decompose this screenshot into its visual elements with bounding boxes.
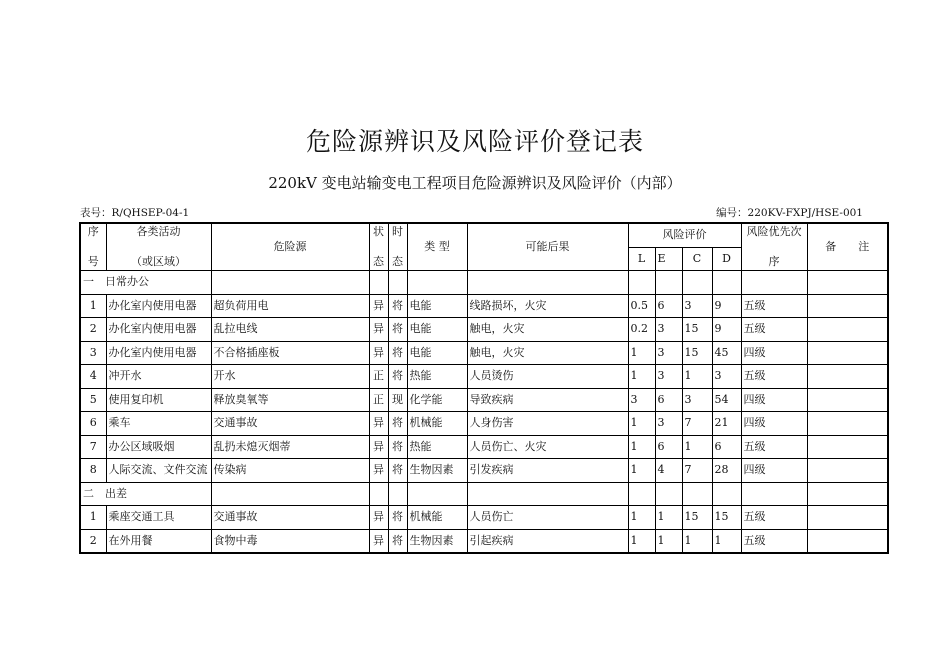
row-consequence: 人员伤亡 bbox=[467, 506, 628, 530]
row-state: 异 bbox=[369, 435, 388, 459]
row-L: 1 bbox=[628, 529, 655, 553]
empty-cell bbox=[628, 271, 655, 295]
row-D: 9 bbox=[712, 318, 741, 342]
row-activity: 冲开水 bbox=[106, 365, 211, 389]
row-C: 7 bbox=[682, 459, 712, 483]
row-tense: 将 bbox=[388, 459, 407, 483]
document-number: 编号：220KV-FXPJ/HSE-001 bbox=[716, 207, 863, 219]
row-D: 28 bbox=[712, 459, 741, 483]
section-row bbox=[80, 271, 888, 295]
row-priority: 四级 bbox=[741, 459, 807, 483]
empty-cell bbox=[388, 271, 407, 295]
row-D: 1 bbox=[712, 529, 741, 553]
header-state: 状 态 bbox=[369, 223, 388, 271]
section-row bbox=[80, 482, 888, 506]
empty-cell bbox=[655, 482, 682, 506]
row-tense: 将 bbox=[388, 341, 407, 365]
row-number: 6 bbox=[80, 412, 106, 436]
row-priority: 五级 bbox=[741, 294, 807, 318]
row-C: 3 bbox=[682, 294, 712, 318]
table-row bbox=[80, 435, 888, 459]
row-D: 15 bbox=[712, 506, 741, 530]
row-consequence: 人身伤害 bbox=[467, 412, 628, 436]
row-E: 3 bbox=[655, 365, 682, 389]
header-E: E bbox=[655, 247, 682, 271]
row-E: 6 bbox=[655, 388, 682, 412]
row-consequence: 触电，火灾 bbox=[467, 318, 628, 342]
row-E: 6 bbox=[655, 435, 682, 459]
row-C: 15 bbox=[682, 506, 712, 530]
row-type: 生物因素 bbox=[407, 459, 467, 483]
row-activity: 办化室内使用电器 bbox=[106, 318, 211, 342]
row-hazard: 交通事故 bbox=[211, 506, 369, 530]
row-activity: 乘车 bbox=[106, 412, 211, 436]
row-hazard: 食物中毒 bbox=[211, 529, 369, 553]
row-state: 正 bbox=[369, 388, 388, 412]
empty-cell bbox=[467, 271, 628, 295]
row-L: 1 bbox=[628, 412, 655, 436]
empty-cell bbox=[211, 271, 369, 295]
row-type: 热能 bbox=[407, 365, 467, 389]
table-row bbox=[80, 365, 888, 389]
header-activity: 各类活动 （或区域） bbox=[106, 223, 211, 271]
row-priority: 五级 bbox=[741, 365, 807, 389]
row-number: 2 bbox=[80, 318, 106, 342]
row-tense: 将 bbox=[388, 412, 407, 436]
row-L: 1 bbox=[628, 506, 655, 530]
page-title: 危险源辨识及风险评价登记表 bbox=[305, 127, 644, 156]
row-number: 5 bbox=[80, 388, 106, 412]
empty-cell bbox=[655, 271, 682, 295]
section-label: 一 日常办公 bbox=[80, 271, 211, 295]
section-label: 二 出差 bbox=[80, 482, 211, 506]
row-L: 1 bbox=[628, 459, 655, 483]
empty-cell bbox=[682, 271, 712, 295]
row-D: 45 bbox=[712, 341, 741, 365]
row-priority: 五级 bbox=[741, 506, 807, 530]
row-hazard: 交通事故 bbox=[211, 412, 369, 436]
row-tense: 现 bbox=[388, 388, 407, 412]
row-tense: 将 bbox=[388, 365, 407, 389]
row-state: 异 bbox=[369, 412, 388, 436]
header-seq: 序 号 bbox=[80, 223, 106, 271]
row-C: 15 bbox=[682, 318, 712, 342]
empty-cell bbox=[807, 271, 888, 295]
row-remark bbox=[807, 412, 888, 436]
empty-cell bbox=[407, 482, 467, 506]
table-row bbox=[80, 294, 888, 318]
table-row bbox=[80, 318, 888, 342]
header-D: D bbox=[712, 247, 741, 271]
empty-cell bbox=[369, 271, 388, 295]
row-remark bbox=[807, 388, 888, 412]
row-remark bbox=[807, 365, 888, 389]
row-state: 异 bbox=[369, 529, 388, 553]
row-remark bbox=[807, 529, 888, 553]
empty-cell bbox=[628, 482, 655, 506]
row-consequence: 人员烫伤 bbox=[467, 365, 628, 389]
row-state: 异 bbox=[369, 341, 388, 365]
row-priority: 五级 bbox=[741, 435, 807, 459]
row-remark bbox=[807, 294, 888, 318]
header-row bbox=[80, 223, 888, 247]
row-consequence: 引起疾病 bbox=[467, 529, 628, 553]
row-D: 9 bbox=[712, 294, 741, 318]
row-L: 1 bbox=[628, 365, 655, 389]
empty-cell bbox=[369, 482, 388, 506]
row-number: 1 bbox=[80, 506, 106, 530]
row-D: 3 bbox=[712, 365, 741, 389]
row-type: 机械能 bbox=[407, 506, 467, 530]
row-activity: 人际交流、文件交流 bbox=[106, 459, 211, 483]
row-number: 3 bbox=[80, 341, 106, 365]
row-hazard: 传染病 bbox=[211, 459, 369, 483]
row-tense: 将 bbox=[388, 506, 407, 530]
row-E: 3 bbox=[655, 412, 682, 436]
row-type: 电能 bbox=[407, 294, 467, 318]
row-state: 异 bbox=[369, 459, 388, 483]
row-E: 1 bbox=[655, 529, 682, 553]
row-state: 异 bbox=[369, 318, 388, 342]
row-L: 3 bbox=[628, 388, 655, 412]
row-C: 1 bbox=[682, 529, 712, 553]
row-type: 生物因素 bbox=[407, 529, 467, 553]
table-row bbox=[80, 459, 888, 483]
row-hazard: 超负荷用电 bbox=[211, 294, 369, 318]
row-priority: 四级 bbox=[741, 341, 807, 365]
risk-register-table bbox=[79, 222, 889, 554]
row-D: 54 bbox=[712, 388, 741, 412]
row-number: 8 bbox=[80, 459, 106, 483]
row-remark bbox=[807, 506, 888, 530]
row-activity: 使用复印机 bbox=[106, 388, 211, 412]
header-C: C bbox=[682, 247, 712, 271]
row-C: 1 bbox=[682, 365, 712, 389]
table-row bbox=[80, 506, 888, 530]
row-hazard: 不合格插座板 bbox=[211, 341, 369, 365]
row-type: 电能 bbox=[407, 318, 467, 342]
row-type: 化学能 bbox=[407, 388, 467, 412]
row-consequence: 触电，火灾 bbox=[467, 341, 628, 365]
row-consequence: 导致疾病 bbox=[467, 388, 628, 412]
header-remark: 备 注 bbox=[807, 223, 888, 271]
table-row bbox=[80, 529, 888, 553]
row-hazard: 开水 bbox=[211, 365, 369, 389]
row-hazard: 释放臭氧等 bbox=[211, 388, 369, 412]
row-remark bbox=[807, 459, 888, 483]
row-number: 4 bbox=[80, 365, 106, 389]
empty-cell bbox=[388, 482, 407, 506]
row-number: 7 bbox=[80, 435, 106, 459]
row-C: 1 bbox=[682, 435, 712, 459]
row-remark bbox=[807, 341, 888, 365]
empty-cell bbox=[741, 482, 807, 506]
row-hazard: 乱拉电线 bbox=[211, 318, 369, 342]
empty-cell bbox=[682, 482, 712, 506]
empty-cell bbox=[741, 271, 807, 295]
form-number: 表号：R/QHSEP-04-1 bbox=[80, 207, 190, 219]
header-L: L bbox=[628, 247, 655, 271]
row-activity: 办公区域吸烟 bbox=[106, 435, 211, 459]
row-C: 3 bbox=[682, 388, 712, 412]
row-type: 机械能 bbox=[407, 412, 467, 436]
row-C: 7 bbox=[682, 412, 712, 436]
row-E: 3 bbox=[655, 318, 682, 342]
empty-cell bbox=[712, 271, 741, 295]
header-tense: 时 态 bbox=[388, 223, 407, 271]
row-consequence: 人员伤亡、火灾 bbox=[467, 435, 628, 459]
row-remark bbox=[807, 318, 888, 342]
table-row bbox=[80, 341, 888, 365]
row-activity: 乘座交通工具 bbox=[106, 506, 211, 530]
row-state: 异 bbox=[369, 506, 388, 530]
empty-cell bbox=[467, 482, 628, 506]
row-tense: 将 bbox=[388, 435, 407, 459]
row-number: 2 bbox=[80, 529, 106, 553]
row-consequence: 线路损坏，火灾 bbox=[467, 294, 628, 318]
row-L: 1 bbox=[628, 435, 655, 459]
row-C: 15 bbox=[682, 341, 712, 365]
row-tense: 将 bbox=[388, 529, 407, 553]
row-priority: 五级 bbox=[741, 529, 807, 553]
row-state: 异 bbox=[369, 294, 388, 318]
header-priority: 风险优先次 序 bbox=[741, 223, 807, 271]
row-tense: 将 bbox=[388, 318, 407, 342]
row-consequence: 引发疾病 bbox=[467, 459, 628, 483]
table-row bbox=[80, 388, 888, 412]
row-D: 21 bbox=[712, 412, 741, 436]
row-E: 1 bbox=[655, 506, 682, 530]
row-hazard: 乱扔未熄灭烟蒂 bbox=[211, 435, 369, 459]
row-type: 热能 bbox=[407, 435, 467, 459]
row-type: 电能 bbox=[407, 341, 467, 365]
row-priority: 四级 bbox=[741, 412, 807, 436]
row-activity: 在外用餐 bbox=[106, 529, 211, 553]
row-number: 1 bbox=[80, 294, 106, 318]
empty-cell bbox=[211, 482, 369, 506]
header-consequence: 可能后果 bbox=[467, 223, 628, 271]
table-row bbox=[80, 412, 888, 436]
empty-cell bbox=[407, 271, 467, 295]
row-E: 3 bbox=[655, 341, 682, 365]
row-remark bbox=[807, 435, 888, 459]
row-state: 正 bbox=[369, 365, 388, 389]
row-priority: 五级 bbox=[741, 318, 807, 342]
row-L: 0.2 bbox=[628, 318, 655, 342]
row-priority: 四级 bbox=[741, 388, 807, 412]
row-activity: 办化室内使用电器 bbox=[106, 294, 211, 318]
header-hazard: 危险源 bbox=[211, 223, 369, 271]
row-activity: 办化室内使用电器 bbox=[106, 341, 211, 365]
row-L: 0.5 bbox=[628, 294, 655, 318]
empty-cell bbox=[807, 482, 888, 506]
row-tense: 将 bbox=[388, 294, 407, 318]
row-E: 6 bbox=[655, 294, 682, 318]
row-L: 1 bbox=[628, 341, 655, 365]
header-type: 类 型 bbox=[407, 223, 467, 271]
row-D: 6 bbox=[712, 435, 741, 459]
page-subtitle: 220kV 变电站输变电工程项目危险源辨识及风险评价（内部） bbox=[268, 174, 682, 192]
empty-cell bbox=[712, 482, 741, 506]
row-E: 4 bbox=[655, 459, 682, 483]
header-risk-eval: 风险评价 bbox=[628, 223, 741, 247]
